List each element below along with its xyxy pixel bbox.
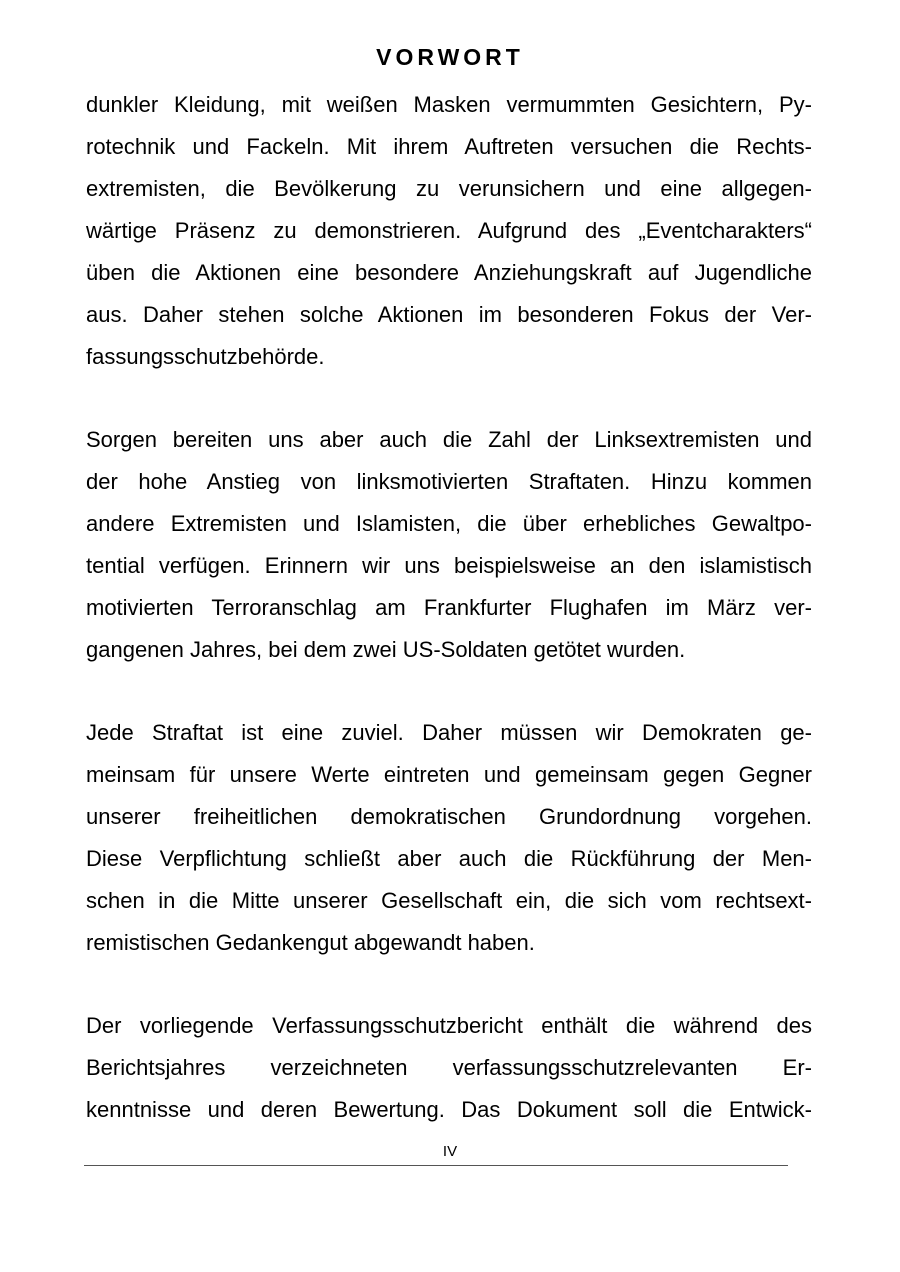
text-line: Diese Verpflichtung schließt aber auch die Rückführung der Men-	[86, 846, 812, 871]
text-line: remistischen Gedankengut abgewandt haben.	[86, 930, 535, 955]
paragraph-gap	[86, 378, 812, 419]
page-title: VORWORT	[376, 44, 524, 70]
text-line: motivierten Terroranschlag am Frankfurter Flughafen im März ver-	[86, 595, 812, 620]
paragraph-1	[86, 84, 812, 378]
body-text	[86, 84, 812, 1131]
paragraph-4	[86, 1005, 812, 1131]
paragraph-3	[86, 712, 812, 964]
paragraph-gap	[86, 964, 812, 1005]
text-line: dunkler Kleidung, mit weißen Masken vermummten Gesichtern, Py-	[86, 92, 812, 117]
text-line: extremisten, die Bevölkerung zu verunsichern und eine allgegen-	[86, 176, 812, 201]
text-line: Der vorliegende Verfassungsschutzbericht enthält die während des	[86, 1013, 812, 1038]
text-line: Sorgen bereiten uns aber auch die Zahl der Linksextremisten und	[86, 427, 812, 452]
text-line: Jede Straftat ist eine zuviel. Daher müssen wir Demokraten ge-	[86, 720, 812, 745]
paragraph-gap	[86, 671, 812, 712]
text-line: rotechnik und Fackeln. Mit ihrem Auftreten versuchen die Rechts-	[86, 134, 812, 159]
text-line: aus. Daher stehen solche Aktionen im besonderen Fokus der Ver-	[86, 302, 812, 327]
text-line: tential verfügen. Erinnern wir uns beispielsweise an den islamistisch	[86, 553, 812, 578]
page-number: IV	[442, 1143, 458, 1160]
text-line: wärtige Präsenz zu demonstrieren. Aufgrund des „Eventcharakters“	[86, 218, 812, 243]
text-line: der hohe Anstieg von linksmotivierten Straftaten. Hinzu kommen	[86, 469, 812, 494]
text-line: schen in die Mitte unserer Gesellschaft ein, die sich vom rechtsext-	[86, 888, 812, 913]
text-line: üben die Aktionen eine besondere Anziehungskraft auf Jugendliche	[86, 260, 812, 285]
footer-divider	[84, 1165, 788, 1166]
text-line: meinsam für unsere Werte eintreten und gemeinsam gegen Gegner	[86, 762, 812, 787]
paragraph-2	[86, 419, 812, 671]
text-line: fassungsschutzbehörde.	[86, 344, 325, 369]
text-line: Berichtsjahres verzeichneten verfassungsschutzrelevanten Er-	[86, 1055, 812, 1080]
text-line: gangenen Jahres, bei dem zwei US-Soldaten getötet wurden.	[86, 637, 686, 662]
text-line: unserer freiheitlichen demokratischen Grundordnung vorgehen.	[86, 804, 812, 829]
text-line: kenntnisse und deren Bewertung. Das Dokument soll die Entwick-	[86, 1097, 812, 1122]
text-line: andere Extremisten und Islamisten, die über erhebliches Gewaltpo-	[86, 511, 812, 536]
